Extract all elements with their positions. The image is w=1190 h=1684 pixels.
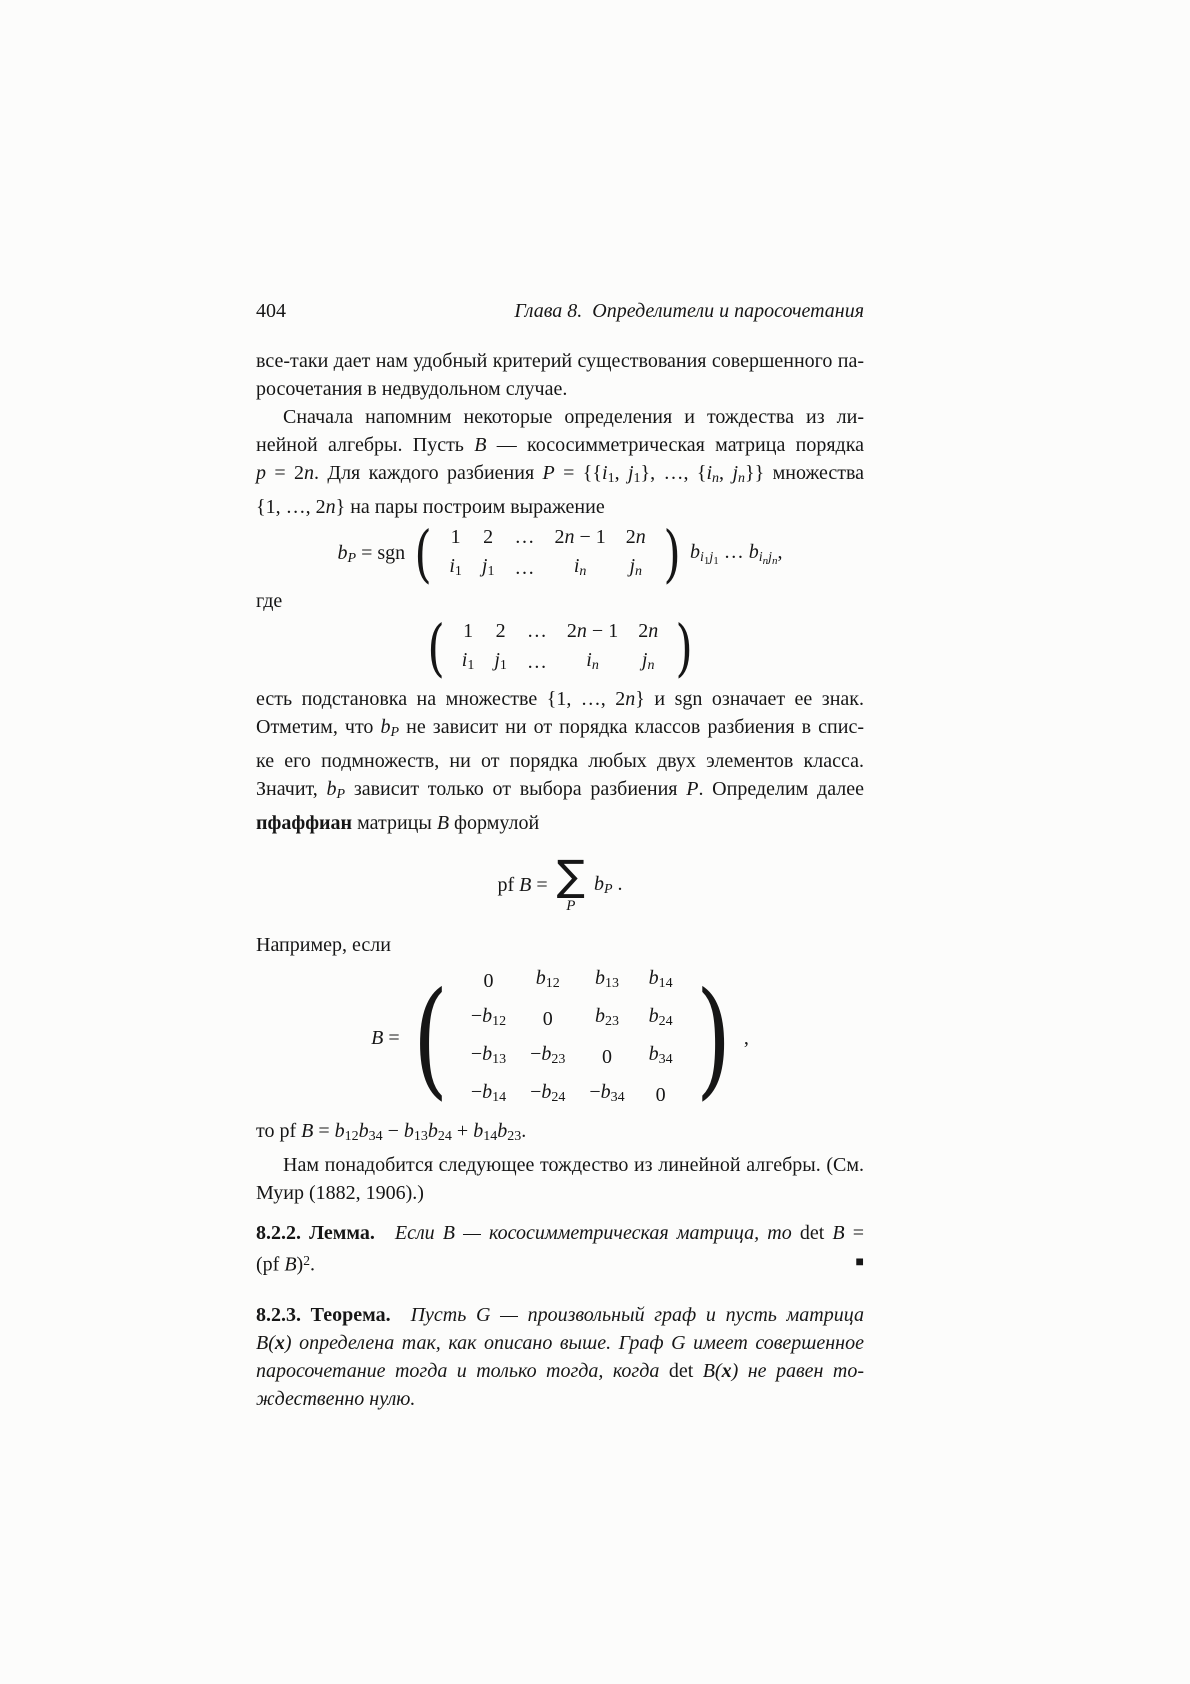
text-run: 34 — [368, 1129, 383, 1145]
skew-symmetric-matrix — [461, 963, 683, 1113]
text-run: 13 — [605, 976, 620, 992]
text-run: n — [712, 471, 720, 487]
matrix-cell — [567, 618, 618, 645]
text-run: n — [564, 525, 575, 548]
text-run: b — [326, 778, 337, 801]
matrix-cell — [638, 618, 658, 645]
matrix-cell — [496, 618, 506, 645]
text-run: 12 — [545, 976, 560, 992]
lemma-8-2-2 — [256, 1219, 864, 1279]
text-run: − — [589, 1081, 601, 1104]
matrix-cell — [530, 1077, 565, 1113]
matrix-cell — [536, 963, 560, 999]
text-run: Значит, — [256, 778, 327, 801]
text-run: j — [732, 462, 738, 484]
text-run: b — [648, 1005, 659, 1028]
text-run: , — [614, 462, 628, 484]
text-run: − — [530, 1043, 542, 1066]
text-run: − — [530, 1081, 542, 1104]
text-run: b — [482, 1081, 493, 1104]
text-line — [256, 1301, 864, 1329]
text-run: − — [470, 1081, 483, 1104]
formula-bp-definition — [256, 517, 864, 591]
text-run: j — [481, 554, 488, 577]
text-run: P — [566, 898, 576, 915]
formula-left-expression — [371, 1027, 400, 1050]
text-run: Сначала напомним некоторые определения и тождества из ли- — [283, 406, 864, 428]
paragraph-intro — [256, 347, 864, 403]
text-run: Нам понадобится следующее тождество из линейной алгебры. (См. — [283, 1154, 864, 1177]
matrix-cell — [554, 524, 605, 551]
text-run: − 1 — [586, 619, 619, 642]
matrix-cell — [642, 647, 655, 679]
text-run: b — [541, 1043, 552, 1066]
matrix-cell — [471, 1039, 506, 1075]
text-run: b — [593, 872, 604, 895]
text-run: ) — [296, 1254, 304, 1277]
text-run: формулой — [449, 812, 540, 835]
text-run: } на пары построим выражение — [335, 496, 605, 519]
text-run: G — [671, 1332, 686, 1355]
text-run: зависит только от выбора разбиения — [345, 778, 687, 801]
text-run: 0 — [655, 1084, 666, 1107]
text-run: b — [337, 541, 348, 564]
paragraph-pfaffian-value — [256, 1117, 864, 1151]
text-run: − — [470, 1043, 483, 1066]
text-run: b — [380, 716, 391, 739]
text-line — [256, 493, 864, 521]
text-run: … — [718, 541, 749, 564]
text-run: p — [256, 462, 266, 484]
text-run: 0 — [602, 1046, 613, 1069]
page-number: 404 — [256, 300, 286, 322]
text-run: = — [383, 1026, 400, 1049]
text-run: n — [648, 619, 659, 642]
text-run: b — [648, 967, 659, 990]
matrix-cell — [483, 966, 493, 996]
matrix-cell — [649, 963, 673, 999]
text-run: . Определим далее — [698, 778, 865, 801]
text-run: }, …, { — [640, 462, 707, 484]
text-line — [256, 1179, 864, 1207]
text-line — [256, 431, 864, 459]
matrix-cell — [471, 1001, 506, 1037]
text-line — [256, 1385, 864, 1413]
text-run: P — [603, 881, 613, 897]
text-run: росочетания в недвудольном случае. — [256, 378, 568, 400]
text-run: 24 — [658, 1014, 673, 1030]
text-run: B — [519, 873, 532, 896]
text-run: 14 — [658, 976, 673, 992]
formula-permutation-display — [256, 611, 864, 685]
text-run: 14 — [483, 1129, 498, 1145]
matrix-cell — [463, 618, 473, 645]
text-run: b — [334, 1120, 345, 1143]
text-run: 2 — [554, 525, 565, 548]
text-run: B — [702, 1360, 715, 1383]
text-run: 12 — [492, 1014, 507, 1030]
text-run: 13 — [492, 1052, 507, 1068]
text-run: 2 — [483, 525, 494, 548]
text-run: j — [629, 554, 636, 577]
text-run: j — [709, 550, 714, 566]
text-line — [256, 1357, 864, 1385]
text-run: j — [641, 648, 648, 671]
text-run: 1 — [703, 555, 710, 568]
text-run: b — [473, 1120, 484, 1143]
formula-pfaffian-sum — [256, 849, 864, 921]
text-run: P — [347, 550, 357, 566]
text-run: ) — [731, 1360, 739, 1383]
text-run: n — [762, 555, 769, 568]
text-run: = — [313, 1120, 335, 1143]
formula-right-expression — [690, 541, 783, 567]
text-run: = {{ — [554, 462, 602, 484]
lemma-line-1 — [256, 1219, 864, 1247]
text-column — [256, 0, 864, 1413]
text-run: 1 — [463, 619, 474, 642]
text-run: — произвольный граф и пусть матрица — [490, 1304, 864, 1327]
text-run: b — [358, 1120, 369, 1143]
text-run: 24 — [551, 1090, 566, 1106]
text-run: 1 — [713, 555, 719, 568]
text-run: i — [573, 554, 580, 577]
text-run: B — [832, 1222, 845, 1245]
text-run: 2 — [638, 619, 649, 642]
matrix-cell — [482, 553, 495, 585]
text-run: , — [777, 541, 783, 564]
text-run: имеет совершенное — [685, 1332, 864, 1355]
text-run — [582, 300, 592, 322]
text-run: b — [595, 967, 606, 990]
text-run: n — [591, 657, 599, 673]
text-run: 2 — [566, 619, 577, 642]
text-run: = — [531, 873, 548, 896]
text-run: = 2 — [266, 462, 305, 484]
right-paren: ) — [663, 517, 681, 591]
matrix-cell — [451, 524, 461, 551]
text-run: − 1 — [574, 525, 606, 548]
text-line — [256, 403, 864, 431]
text-run: 2 — [495, 619, 506, 642]
matrix-cell — [602, 1042, 612, 1072]
text-run: n — [304, 462, 315, 484]
matrix-cell — [514, 555, 534, 582]
matrix-cell — [629, 553, 642, 585]
text-run: } и sgn означает ее знак. — [635, 688, 864, 711]
matrix-cell — [471, 1077, 506, 1113]
text-run: Пусть — [410, 1304, 477, 1327]
text-run: i — [758, 550, 763, 566]
text-run: b — [541, 1081, 552, 1104]
text-run: x — [274, 1332, 285, 1355]
text-run: B — [301, 1120, 314, 1143]
text-run: Если — [394, 1222, 443, 1245]
text-run: 8.2.3. Теорема. — [256, 1304, 391, 1327]
text-run: 34 — [658, 1052, 673, 1068]
text-run: Отметим, что — [256, 716, 381, 739]
text-run: 2 — [303, 1253, 311, 1269]
theorem-8-2-3 — [256, 1301, 864, 1413]
chapter-title — [514, 297, 864, 325]
text-run: pf — [497, 873, 520, 896]
formula-matrix-b — [256, 964, 864, 1112]
text-run: 14 — [492, 1090, 507, 1106]
matrix-cell — [483, 524, 493, 551]
text-run: b — [689, 541, 700, 564]
text-run: ке его подмножеств, ни от порядка любых двух элементов класса. — [256, 750, 864, 773]
text-line — [256, 713, 864, 747]
matrix-cell — [449, 553, 462, 585]
text-run: , — [719, 462, 733, 484]
text-run: − — [382, 1120, 404, 1143]
text-run: P — [542, 462, 555, 484]
text-run: P — [336, 787, 346, 803]
formula-right-expression — [594, 873, 623, 898]
text-run: определена так, как описано выше. Граф — [291, 1332, 672, 1355]
text-run: B — [256, 1332, 269, 1355]
text-run: i — [706, 462, 713, 484]
text-run: Муир (1882, 1906).) — [256, 1182, 424, 1205]
matrix-cell — [626, 524, 646, 551]
text-run: не зависит ни от порядка классов разбиения в спис- — [399, 716, 865, 739]
text-run: . — [612, 872, 623, 895]
text-run: … — [526, 619, 547, 642]
paragraph-muir-reference — [256, 1151, 864, 1207]
text-run: = sgn — [356, 541, 406, 564]
text-run: ( — [268, 1332, 275, 1355]
text-run: i — [586, 648, 592, 671]
summation-operator — [556, 851, 585, 915]
text-run: паросочетание тогда и только тогда, когда — [256, 1360, 669, 1383]
text-run: b — [403, 1120, 414, 1143]
text-run: 1 — [487, 563, 495, 579]
text-run: b — [482, 1043, 493, 1066]
text-run: j — [494, 648, 500, 671]
text-run: n — [625, 688, 636, 711]
text-run: }} множества — [745, 462, 865, 484]
text-run: j — [768, 550, 772, 566]
text-run: x — [721, 1360, 732, 1383]
text-run: 13 — [413, 1129, 428, 1145]
right-paren: ) — [675, 611, 694, 685]
running-header — [256, 297, 864, 325]
matrix-cell — [543, 1004, 553, 1034]
text-run: P — [686, 778, 699, 801]
text-run: = — [844, 1222, 864, 1245]
matrix-cell — [462, 647, 475, 679]
text-line — [256, 747, 864, 775]
text-run: − — [470, 1005, 483, 1028]
matrix-cell — [586, 647, 599, 679]
text-run: n — [772, 555, 778, 568]
text-run: Глава 8. — [514, 300, 583, 322]
lemma-conclusion — [256, 1247, 315, 1279]
text-run: нейной алгебры. Пусть — [256, 434, 475, 456]
text-run: + — [451, 1120, 474, 1143]
text-run: . — [310, 1254, 316, 1277]
formula-trailing-comma — [744, 1027, 749, 1050]
text-run: 12 — [344, 1129, 359, 1145]
text-line — [256, 1329, 864, 1357]
text-run: ) — [284, 1332, 292, 1355]
text-run: 34 — [610, 1090, 625, 1106]
text-run: n — [647, 657, 655, 673]
qed-square-icon: ■ — [855, 1255, 864, 1271]
text-run: 1 — [499, 657, 507, 673]
text-run: Определители и паросочетания — [592, 300, 864, 322]
text-run: b — [748, 541, 759, 564]
text-run: i — [449, 554, 455, 577]
text-line — [256, 375, 864, 403]
text-run: ( — [714, 1360, 722, 1383]
text-run: 23 — [551, 1052, 566, 1068]
matrix-cell — [514, 524, 534, 551]
text-run: b — [535, 967, 546, 990]
right-paren: ) — [695, 964, 731, 1112]
text-run: 23 — [507, 1129, 522, 1145]
matrix-cell — [589, 1077, 624, 1113]
text-run: . Для каждого разбиения — [314, 462, 543, 484]
text-run — [375, 1222, 395, 1244]
text-run: — кососимметрическая матрица порядка — [486, 434, 864, 456]
text-run: n — [635, 525, 646, 548]
text-run: G — [476, 1304, 491, 1327]
matrix-cell — [530, 1039, 565, 1075]
text-run: ждественно нулю. — [256, 1388, 416, 1411]
left-paren: ( — [414, 517, 432, 591]
text-run: det — [668, 1360, 703, 1383]
text-run: 24 — [437, 1129, 452, 1145]
matrix-cell — [649, 1039, 673, 1075]
text-run: (pf — [256, 1254, 285, 1277]
matrix-cell — [649, 1001, 673, 1037]
lemma-line-2 — [256, 1247, 864, 1279]
text-line — [256, 347, 864, 375]
formula-left-expression — [338, 542, 406, 567]
text-run: все-таки дает нам удобный критерий существования совершенного па- — [256, 350, 864, 372]
matrix-cell — [595, 1001, 619, 1037]
text-run: n — [738, 471, 745, 487]
text-run: i — [699, 550, 704, 566]
text-line — [256, 775, 864, 809]
text-run: … — [514, 525, 535, 548]
text-run: b — [497, 1120, 508, 1143]
text-run: 2 — [625, 525, 636, 548]
text-run: n — [635, 563, 643, 579]
where-label: где — [256, 590, 283, 613]
text-run: не равен то- — [738, 1360, 864, 1383]
left-paren: ( — [412, 964, 448, 1112]
text-run: b — [595, 1005, 606, 1028]
left-paren: ( — [426, 611, 445, 685]
text-run: — кососимметрическая матрица, то — [455, 1222, 800, 1245]
text-run: i — [461, 648, 468, 671]
text-run: B — [436, 812, 450, 835]
text-run: матрицы — [352, 812, 437, 835]
text-line — [256, 1151, 864, 1179]
text-run: B — [371, 1026, 384, 1049]
matrix-cell — [595, 963, 619, 999]
text-run: b — [482, 1005, 493, 1028]
matrix-cell — [527, 649, 547, 676]
text-run: 1 — [633, 471, 641, 487]
text-line — [256, 1117, 864, 1151]
text-line — [256, 809, 864, 837]
text-run: det — [799, 1222, 833, 1245]
text-run: P — [390, 725, 400, 741]
permutation-matrix — [441, 524, 653, 585]
text-run: j — [627, 462, 634, 484]
text-run: , — [743, 1026, 749, 1049]
text-run: i — [602, 462, 608, 484]
text-run: 1 — [454, 563, 462, 579]
text-run: то pf — [256, 1120, 302, 1143]
paragraph-example-lead — [256, 931, 864, 959]
text-run: … — [514, 557, 535, 580]
text-run: 0 — [483, 970, 494, 993]
text-run: 1 — [450, 525, 461, 548]
text-run: B — [474, 434, 487, 456]
text-line — [256, 931, 864, 959]
text-run: 1 — [467, 657, 475, 673]
text-run: B — [442, 1222, 455, 1245]
text-run — [391, 1304, 411, 1326]
permutation-matrix — [454, 618, 666, 679]
text-run: b — [600, 1081, 611, 1104]
text-run: 0 — [542, 1008, 553, 1031]
text-run: n — [579, 563, 587, 579]
sum-limit — [566, 898, 575, 914]
matrix-cell — [574, 553, 587, 585]
text-run: пфаффиан — [256, 812, 353, 835]
text-run: n — [576, 619, 587, 642]
sum-symbol: ∑ — [556, 851, 585, 901]
matrix-cell — [656, 1080, 666, 1110]
text-run: есть подстановка на множестве {1, …, 2 — [256, 688, 626, 711]
text-run: 1 — [607, 471, 615, 487]
text-run: B — [284, 1254, 297, 1277]
text-run: Например, если — [256, 934, 391, 957]
text-run: 8.2.2. Лемма. — [256, 1222, 375, 1245]
text-run: b — [427, 1120, 438, 1143]
text-line — [256, 459, 864, 493]
matrix-cell — [527, 618, 547, 645]
text-run: 23 — [605, 1014, 620, 1030]
paragraph-definitions — [256, 403, 864, 521]
text-run: . — [521, 1120, 527, 1143]
text-run: n — [325, 496, 336, 519]
paragraph-pfaffian-intro — [256, 685, 864, 837]
text-run: … — [526, 651, 547, 674]
text-line — [256, 685, 864, 713]
text-run: {1, …, 2 — [256, 496, 326, 519]
formula-left-expression — [497, 874, 547, 897]
text-run: b — [648, 1043, 659, 1066]
matrix-cell — [494, 647, 507, 679]
